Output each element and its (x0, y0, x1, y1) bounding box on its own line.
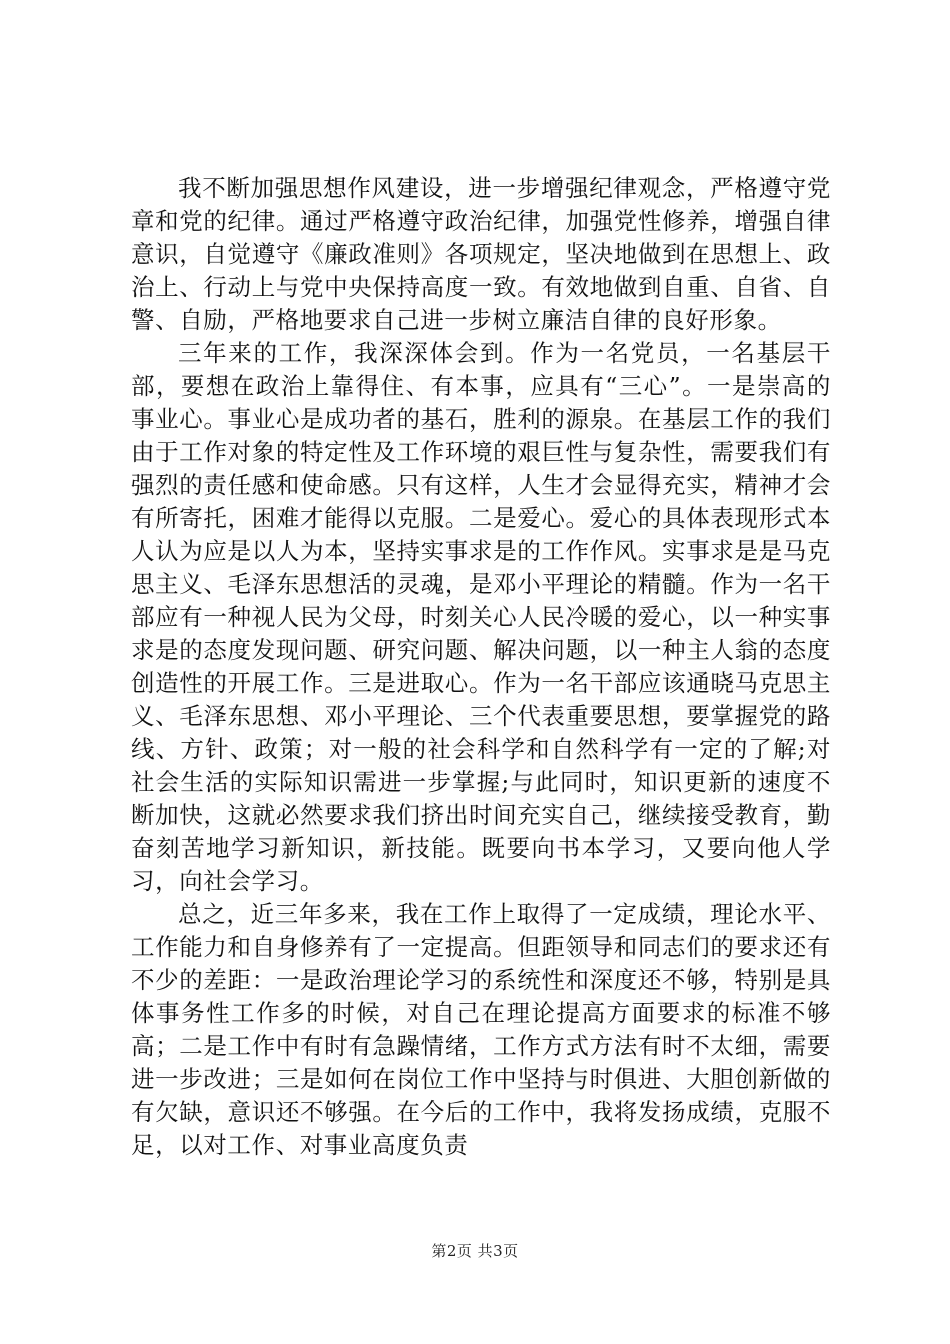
paragraph-discipline: 我不断加强思想作风建设，进一步增强纪律观念，严格遵守党章和党的纪律。通过严格遵守政治纪律，加强党性修养，增强自律意识，自觉遵守《廉政准则》各项规定，坚决地做到在思想上、政治上、行动上与党中央保持高度一致。有效地做到自重、自省、自警、自励，严格地要求自己进一步树立廉洁自律的良好形象。 (131, 174, 831, 334)
page-footer: 第2页 共3页 (431, 1242, 519, 1260)
paragraph-summary: 总之，近三年多来，我在工作上取得了一定成绩，理论水平、工作能力和自身修养有了一定提高。但距领导和同志们的要求还有不少的差距：一是政治理论学习的系统性和深度还不够，特别是具体事务性工作多的时候，对自己在理论提高方面要求的标准不够高；二是工作中有时有急躁情绪，工作方式方法有时不太细，需要进一步改进；三是如何在岗位工作中坚持与时俱进、大胆创新做的有欠缺，意识还不够强。在今后的工作中，我将发扬成绩，克服不足，以对工作、对事业高度负责 (131, 900, 831, 1159)
document-body (131, 172, 831, 1162)
paragraph-three-hearts: 三年来的工作，我深深体会到。作为一名党员，一名基层干部，要想在政治上靠得住、有本事，应具有“三心”。一是崇高的事业心。事业心是成功者的基石，胜利的源泉。在基层工作的我们由于工作对象的特定性及工作环境的艰巨性与复杂性，需要我们有强烈的责任感和使命感。只有这样，人生才会显得充实，精神才会有所寄托，困难才能得以克服。二是爱心。爱心的具体表现形式本人认为应是以人为本，坚持实事求是的工作作风。实事求是是马克思主义、毛泽东思想活的灵魂，是邓小平理论的精髓。作为一名干部应有一种视人民为父母，时刻关心人民冷暖的爱心，以一种实事求是的态度发现问题、研究问题、解决问题，以一种主人翁的态度创造性的开展工作。三是进取心。作为一名干部应该通晓马克思主义、毛泽东思想、邓小平理论、三个代表重要思想，要掌握党的路线、方针、政策；对一般的社会科学和自然科学有一定的了解;对社会生活的实际知识需进一步掌握;与此同时，知识更新的速度不断加快，这就必然要求我们挤出时间充实自己，继续接受教育，勤奋刻苦地学习新知识，新技能。既要向书本学习，又要向他人学习，向社会学习。 (131, 339, 831, 895)
